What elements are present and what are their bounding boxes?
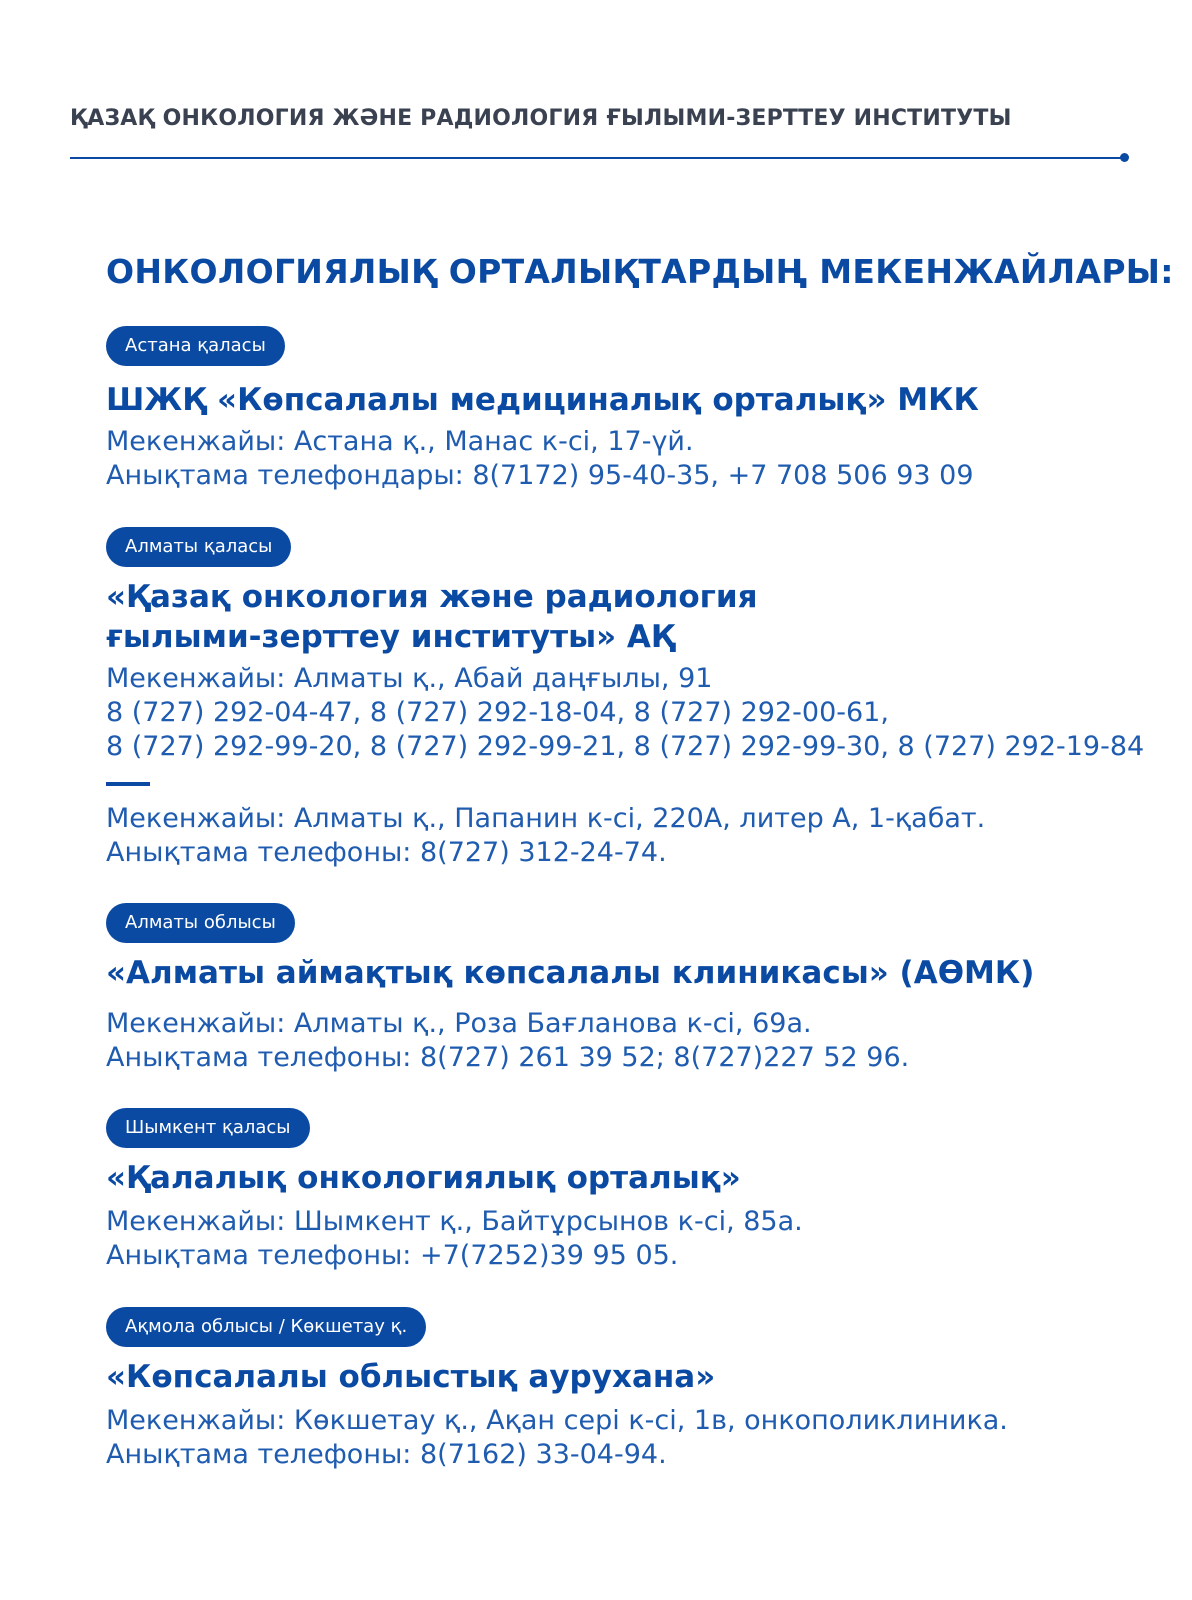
region-badge-akmola: Ақмола облысы / Көкшетау қ.: [106, 1307, 426, 1347]
region-badge-almaty-oblys: Алматы облысы: [106, 903, 295, 943]
city-badge-shymkent: Шымкент қаласы: [106, 1108, 310, 1148]
org-name-almaty-oblys: «Алматы аймақтық көпсалалы клиникасы» (АӨМК): [106, 955, 1035, 991]
phones-astana: Анықтама телефондары: 8(7172) 95-40-35, +7 708 506 93 09: [106, 460, 974, 491]
phones-almaty-line-2: 8 (727) 292-99-20, 8 (727) 292-99-21, 8 (727) 292-99-30, 8 (727) 292-19-84: [106, 731, 1145, 762]
address-akmola: Мекенжайы: Көкшетау қ., Ақан сері к-сі, 1в, онкополиклиника.: [106, 1405, 1008, 1436]
phone-almaty-branch: Анықтама телефоны: 8(727) 312-24-74.: [106, 837, 667, 868]
header-divider: [70, 157, 1124, 159]
city-badge-almaty: Алматы қаласы: [106, 527, 291, 567]
header-divider-dot: [1120, 153, 1129, 162]
address-almaty-oblys: Мекенжайы: Алматы қ., Роза Бағланова к-сі, 69а.: [106, 1008, 812, 1039]
address-almaty-branch: Мекенжайы: Алматы қ., Папанин к-сі, 220А, литер А, 1-қабат.: [106, 803, 986, 834]
address-astana: Мекенжайы: Астана қ., Манас к-сі, 17-үй.: [106, 426, 694, 457]
address-shymkent: Мекенжайы: Шымкент қ., Байтұрсынов к-сі, 85а.: [106, 1206, 803, 1237]
institute-header-title: ҚАЗАҚ ОНКОЛОГИЯ ЖӘНЕ РАДИОЛОГИЯ ҒЫЛЫМИ-ЗЕРТТЕУ ИНСТИТУТЫ: [70, 106, 1012, 131]
phones-almaty-line-1: 8 (727) 292-04-47, 8 (727) 292-18-04, 8 (727) 292-00-61,: [106, 697, 889, 728]
section-dash-divider: [106, 782, 150, 786]
phone-akmola: Анықтама телефоны: 8(7162) 33-04-94.: [106, 1439, 667, 1470]
org-name-astana: ШЖҚ «Көпсалалы медициналық орталық» МКК: [106, 382, 979, 418]
phone-shymkent: Анықтама телефоны: +7(7252)39 95 05.: [106, 1240, 679, 1271]
org-name-akmola: «Көпсалалы облыстық аурухана»: [106, 1359, 716, 1395]
org-name-shymkent: «Қалалық онкологиялық орталық»: [106, 1160, 741, 1196]
org-name-almaty-line-1: «Қазақ онкология және радиология: [106, 579, 758, 615]
city-badge-astana: Астана қаласы: [106, 326, 285, 366]
page-title: ОНКОЛОГИЯЛЫҚ ОРТАЛЫҚТАРДЫҢ МЕКЕНЖАЙЛАРЫ:: [106, 252, 1174, 291]
address-almaty: Мекенжайы: Алматы қ., Абай даңғылы, 91: [106, 663, 713, 694]
phone-almaty-oblys: Анықтама телефоны: 8(727) 261 39 52; 8(727)227 52 96.: [106, 1042, 910, 1073]
org-name-almaty-line-2: ғылыми-зерттеу институты» АҚ: [106, 619, 675, 655]
